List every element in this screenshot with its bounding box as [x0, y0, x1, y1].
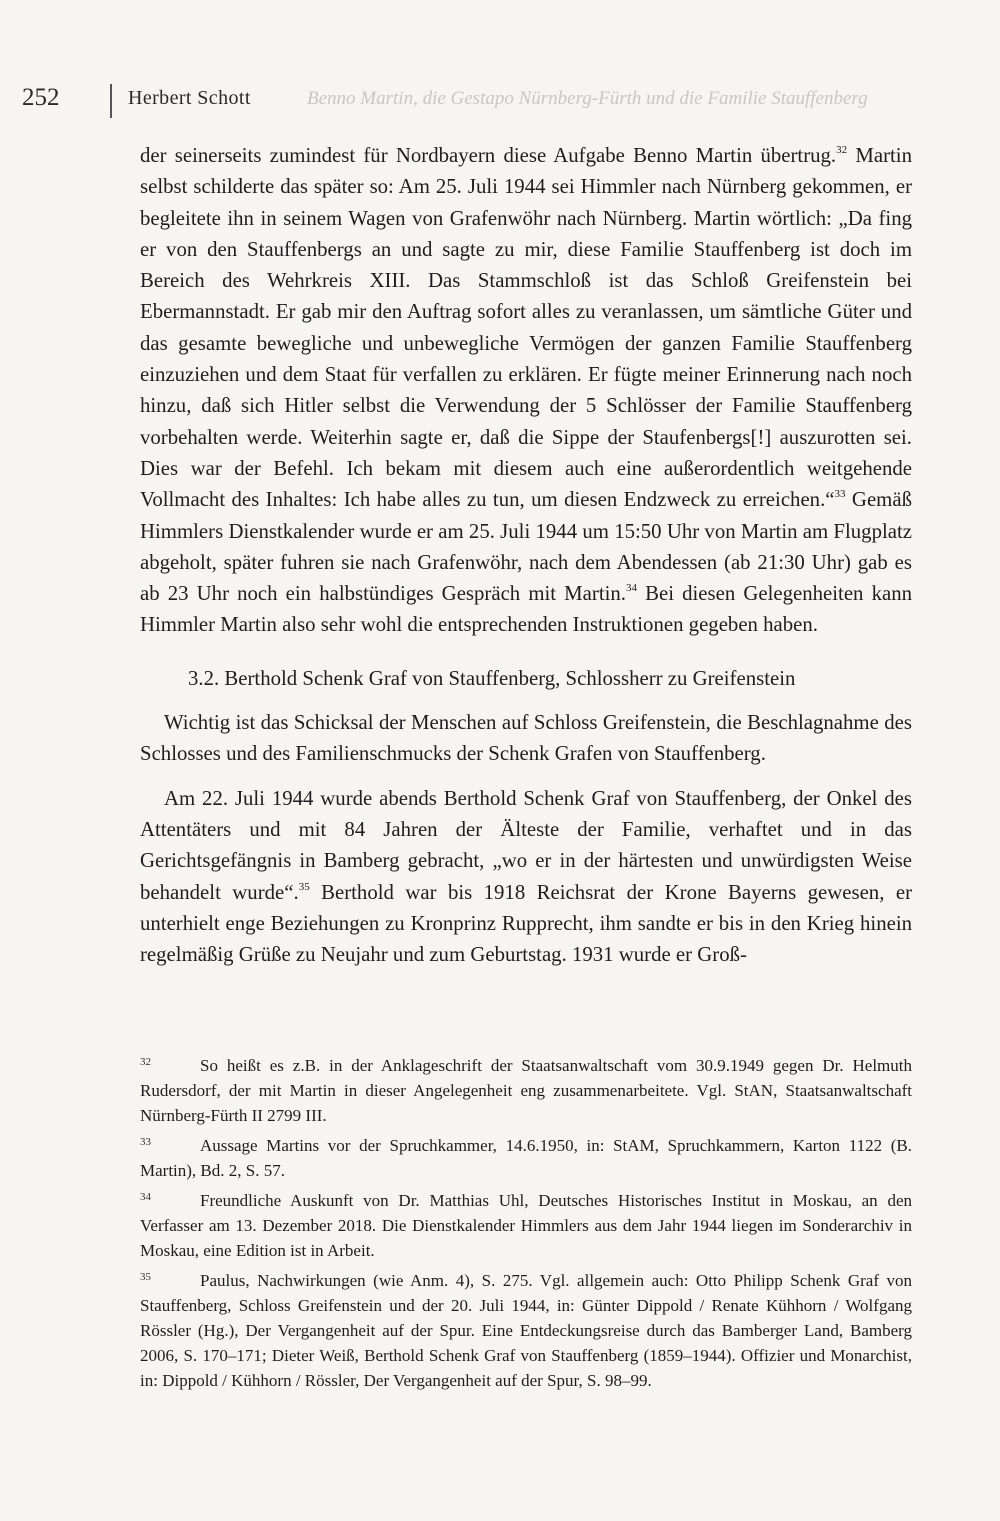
footnote-ref-33[interactable]: 33: [834, 488, 846, 501]
main-text: [140, 140, 912, 970]
section-heading: 3.2. Berthold Schenk Graf von Stauffenberg, Schlossherr zu Greifenstein: [188, 666, 796, 690]
p1-text-a: der seinerseits zumindest für Nordbayern diese Aufgabe Benno Martin übertrug.: [140, 144, 837, 167]
footnote-text: Paulus, Nachwirkungen (wie Anm. 4), S. 275. Vgl. allgemein auch: Otto Philipp Schenk Graf von Stauffenberg, Schloss Greifenstein und der 20. Juli 1944, in: Günter Dippold / Renate Kühhorn / Wolfgang Rössler (Hg.), Der Vergangenheit auf der Spur. Eine Entdeckungsreise durch das Bamberger Land, Bamberg 2006, S. 170–171; Dieter Weiß, Berthold Schenk Graf von Stauffenberg (1859–1944). Offizier und Monarchist, in: Dippold / Kühhorn / Rössler, Der Vergangenheit auf der Spur, S. 98–99.: [140, 1271, 912, 1390]
footnote-number: 33: [140, 1136, 151, 1148]
footnote-35: [140, 1268, 912, 1393]
footnote-33: [140, 1133, 912, 1183]
running-header: [22, 84, 970, 124]
p1-text-d: Bei diesen Gelegenheiten kann Himmler Martin also sehr wohl die entsprechenden Instruktionen gegeben haben.: [140, 582, 912, 637]
footnotes: [140, 1053, 912, 1398]
footnote-32: [140, 1053, 912, 1128]
footnote-number: 34: [140, 1191, 151, 1203]
footnote-number: 32: [140, 1056, 151, 1068]
footnote-number: 35: [140, 1271, 151, 1283]
footnote-ref-35[interactable]: 35: [298, 880, 310, 893]
footnote-text: Aussage Martins vor der Spruchkammer, 14.6.1950, in: StAM, Spruchkammern, Karton 1122 (B. Martin), Bd. 2, S. 57.: [140, 1136, 912, 1180]
footnote-ref-34[interactable]: 34: [625, 582, 637, 595]
footnote-text: So heißt es z.B. in der Anklageschrift der Staatsanwaltschaft vom 30.9.1949 gegen Dr. Helmuth Rudersdorf, der mit Martin in dieser Angelegenheit eng zusammenarbeitete. Vgl. StAN, Staatsanwaltschaft Nürnberg-Fürth II 2799 III.: [140, 1056, 912, 1125]
footnote-text: Freundliche Auskunft von Dr. Matthias Uhl, Deutsches Historisches Institut in Moskau, an den Verfasser am 13. Dezember 2018. Die Dienstkalender Himmlers aus dem Jahr 1944 liegen im Sonderarchiv in Moskau, eine Edition ist in Arbeit.: [140, 1191, 912, 1260]
paragraph-3: [140, 783, 912, 971]
page-number: 252: [22, 84, 60, 111]
p3-text-b: Berthold war bis 1918 Reichsrat der Krone Bayerns gewesen, er unterhielt enge Beziehungen zu Kronprinz Rupprecht, ihm sandte er bis in den Krieg hinein regelmäßig Grüße zu Neujahr und zum Geburtstag. 1931 wurde er Groß-: [140, 880, 912, 967]
bleed-through-text: Benno Martin, die Gestapo Nürnberg-Fürth und die Familie Stauffenberg: [307, 88, 868, 109]
footnote-34: [140, 1188, 912, 1263]
p1-text-b: Martin selbst schilderte das später so: Am 25. Juli 1944 sei Himmler nach Nürnberg gekommen, er begleitete ihn in seinem Wagen von Grafenwöhr nach Nürnberg. Martin wörtlich: „Da fing er von den Stauffenbergs an und sagte zu mir, diese Familie Stauffenberg ist doch im Bereich des Wehrkreis XIII. Das Stammschloß ist das Schloß Greifenstein bei Ebermannstadt. Er gab mir den Auftrag sofort alles zu veranlassen, um sämtliche Güter und das gesamte bewegliche und unbewegliche Vermögen der ganzen Familie Stauffenberg einzuziehen und dem Staat für verfallen zu erklären. Er fügte meiner Erinnerung nach noch hinzu, daß sich Hitler selbst die Verwendung der 5 Schlösser der Familie Stauffenberg vorbehalten werde. Weiterhin sagte er, daß die Sippe der Staufenbergs[!] auszurotten sei. Dies war der Befehl. Ich bekam mit diesem auch eine außerordentlich weitgehende Vollmacht des Inhaltes: Ich habe alles zu tun, um diesen Endzweck zu erreichen.“: [140, 144, 912, 512]
p1-text-c: Gemäß Himmlers Dienstkalender wurde er am 25. Juli 1944 um 15:50 Uhr von Martin am Flugplatz abgeholt, später fuhren sie nach Grafenwöhr, nach dem Abendessen (ab 21:30 Uhr) gab es ab 23 Uhr noch ein halbstündiges Gespräch mit Martin.: [140, 488, 912, 606]
paragraph-1: [140, 140, 912, 641]
header-divider: [110, 84, 112, 118]
paragraph-2: Wichtig ist das Schicksal der Menschen auf Schloss Greifenstein, die Beschlagnahme des Schlosses und des Familienschmucks der Schenk Grafen von Stauffenberg.: [140, 711, 912, 766]
running-author: Herbert Schott: [128, 87, 251, 109]
p3-text-a: Am 22. Juli 1944 wurde abends Berthold Schenk Graf von Stauffenberg, der Onkel des Attentäters und mit 84 Jahren der Älteste der Familie, verhaftet und in das Gerichtsgefängnis in Bamberg gebracht, „wo er in der härtesten und unwürdigsten Weise behandelt wurde“.: [140, 786, 912, 904]
footnote-ref-32[interactable]: 32: [836, 144, 848, 156]
